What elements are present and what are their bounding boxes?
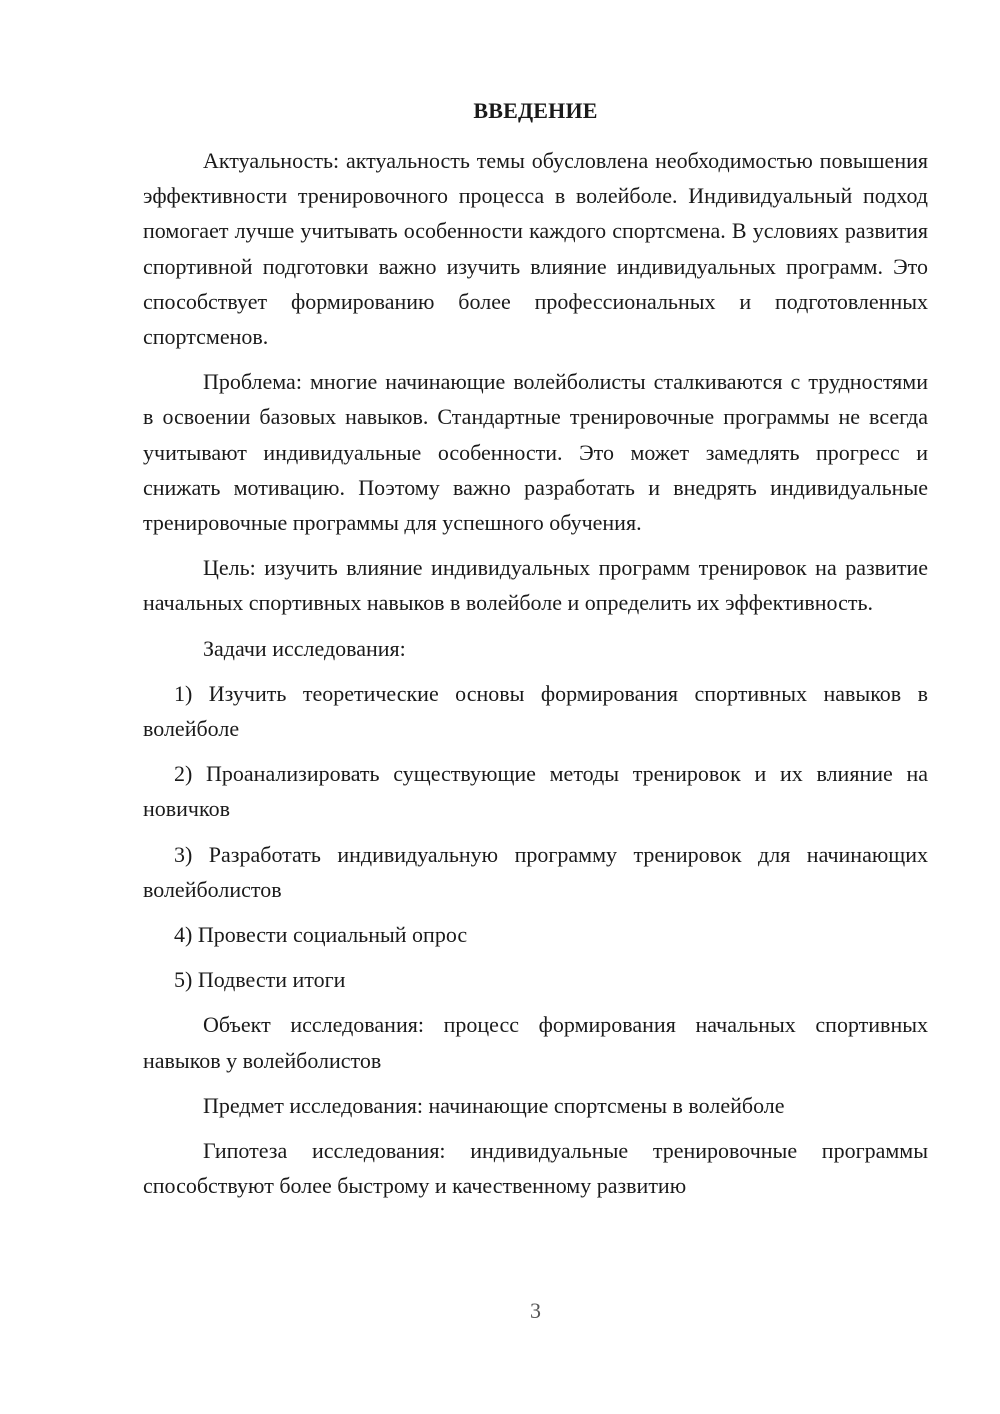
paragraph-tasks-heading: Задачи исследования: — [203, 635, 406, 661]
document-page — [143, 0, 928, 1414]
paragraph-goal: Цель: изучить влияние индивидуальных программ тренировок на развитие начальных спортивных навыков в волейболе и определить их эффективность. — [143, 555, 928, 616]
paragraph-hypothesis: Гипотеза исследования: индивидуальные тренировочные программы способствуют более быстрому и качественному развитию — [143, 1138, 928, 1199]
paragraph-problem: Проблема: многие начинающие волейболисты сталкиваются с трудностями в освоении базовых навыков. Стандартные тренировочные программы не всегда учитывают индивидуальные особенности. Это может замедлять прогресс и снижать мотивацию. Поэтому важно разработать и внедрять индивидуальные тренировочные программы для успешного обучения. — [143, 369, 928, 536]
paragraph-relevance: Актуальность: актуальность темы обусловлена необходимостью повышения эффективности тренировочного процесса в волейболе. Индивидуальный подход помогает лучше учитывать особенности каждого спортсмена. В условиях развития спортивной подготовки важно изучить влияние индивидуальных программ. Это способствует формированию более профессиональных и подготовленных спортсменов. — [143, 148, 928, 350]
paragraph-subject: Предмет исследования: начинающие спортсмены в волейболе — [203, 1092, 785, 1118]
page-number: 3 — [530, 1298, 541, 1323]
task-item-5: 5) Подвести итоги — [174, 967, 346, 993]
task-item-2: 2) Проанализировать существующие методы тренировок и их влияние на новичков — [143, 761, 928, 822]
body-text — [143, 143, 928, 1203]
task-item-3: 3) Разработать индивидуальную программу тренировок для начинающих волейболистов — [143, 841, 928, 902]
paragraph-object: Объект исследования: процесс формирования начальных спортивных навыков у волейболистов — [143, 1012, 928, 1073]
task-item-4: 4) Провести социальный опрос — [174, 922, 468, 948]
task-item-1: 1) Изучить теоретические основы формирования спортивных навыков в волейболе — [143, 680, 928, 742]
section-title: ВВЕДЕНИЕ — [473, 98, 598, 123]
